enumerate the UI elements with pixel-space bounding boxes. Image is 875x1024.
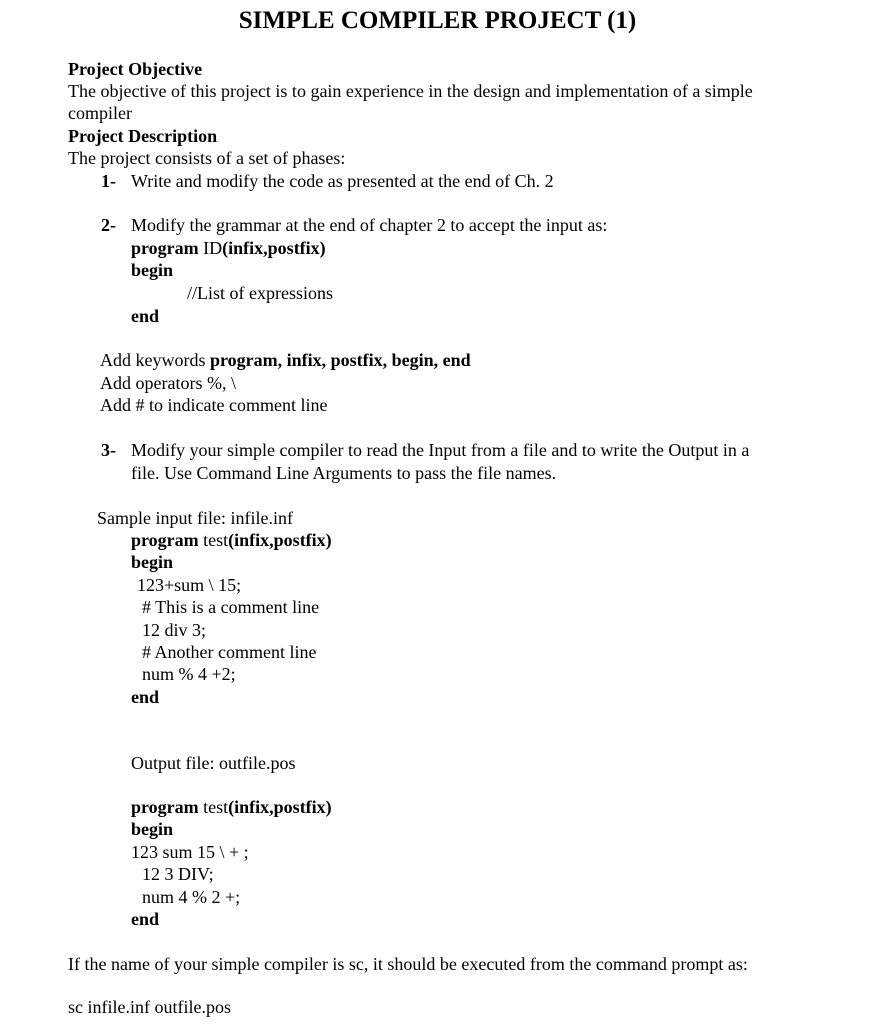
objective-text-line1: The objective of this project is to gain experience in the design and implementation of a simple: [68, 81, 753, 101]
program-params: (infix,postfix): [222, 238, 326, 258]
output-program-name: test: [203, 797, 229, 817]
output-keyword-program: program: [131, 797, 199, 817]
description-intro: The project consists of a set of phases:: [68, 148, 346, 168]
sample-program-params: (infix,postfix): [228, 530, 332, 550]
phase3-text-line2: file. Use Command Line Arguments to pass the file names.: [131, 463, 557, 483]
phase2-number: 2-: [101, 215, 116, 235]
command-example: sc infile.inf outfile.pos: [68, 997, 231, 1017]
output-line: 123 sum 15 \ + ;: [131, 842, 249, 862]
sample-line: # Another comment line: [142, 642, 317, 662]
phase3-number: 3-: [101, 440, 116, 460]
sample-input-label: Sample input file: infile.inf: [97, 508, 293, 528]
page-title: SIMPLE COMPILER PROJECT (1): [238, 7, 637, 34]
add-operators-line: Add operators %, \: [100, 373, 236, 393]
description-heading: Project Description: [68, 126, 218, 146]
output-line: num 4 % 2 +;: [142, 887, 241, 907]
phase3-text-line1: Modify your simple compiler to read the Input from a file and to write the Output in a: [131, 440, 750, 460]
grammar-begin: begin: [131, 260, 174, 280]
sample-program-line: [131, 529, 332, 551]
sample-line: 123+sum \ 15;: [137, 575, 242, 595]
output-program-line: [131, 796, 332, 818]
objective-text-line2: compiler: [68, 103, 132, 123]
add-keywords-line: [100, 349, 471, 371]
program-id: ID: [203, 238, 223, 258]
execution-note: If the name of your simple compiler is sc, it should be executed from the command prompt as:: [68, 954, 748, 974]
grammar-program-line: [131, 237, 326, 259]
add-keywords-list: program, infix, postfix, begin, end: [210, 350, 471, 370]
output-program-params: (infix,postfix): [228, 797, 332, 817]
grammar-end: end: [131, 306, 160, 326]
sample-program-name: test: [203, 530, 229, 550]
sample-keyword-program: program: [131, 530, 199, 550]
objective-heading: Project Objective: [68, 59, 203, 79]
grammar-comment: //List of expressions: [187, 283, 333, 303]
output-file-label: Output file: outfile.pos: [131, 753, 296, 773]
phase1-number: 1-: [101, 171, 116, 191]
output-line: 12 3 DIV;: [142, 864, 214, 884]
output-begin: begin: [131, 819, 174, 839]
sample-begin: begin: [131, 552, 174, 572]
keyword-program: program: [131, 238, 199, 258]
sample-end: end: [131, 687, 160, 707]
sample-line: 12 div 3;: [142, 620, 207, 640]
sample-line: num % 4 +2;: [142, 664, 236, 684]
sample-line: # This is a comment line: [142, 597, 320, 617]
phase1-text: Write and modify the code as presented at the end of Ch. 2: [131, 171, 554, 191]
add-comment-line: Add # to indicate comment line: [100, 395, 328, 415]
phase2-text: Modify the grammar at the end of chapter 2 to accept the input as:: [131, 215, 608, 235]
output-end: end: [131, 909, 160, 929]
add-keywords-prefix: Add keywords: [100, 350, 206, 370]
